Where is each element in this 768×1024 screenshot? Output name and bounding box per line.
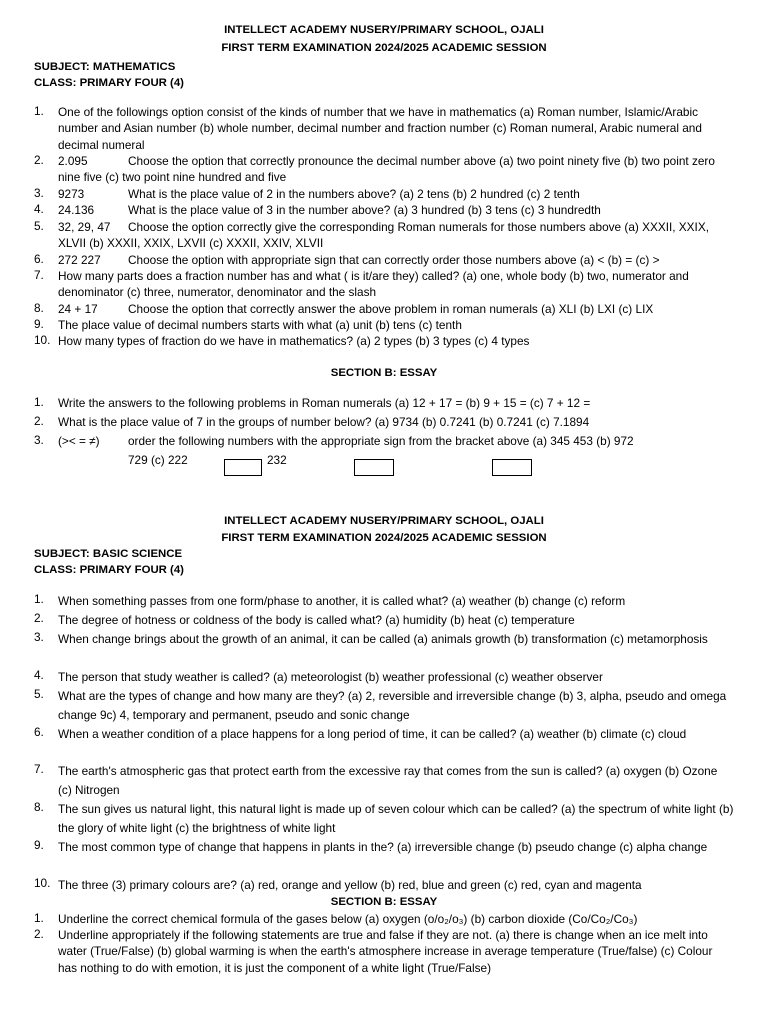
question-number: 4. xyxy=(34,202,44,216)
subject-label: SUBJECT: BASIC SCIENCE xyxy=(34,548,183,560)
question-number: 3. xyxy=(34,186,44,200)
question-text: What is the place value of 3 in the number above? (a) 3 hundred (b) 3 tens (c) 3 hundredth xyxy=(128,203,601,217)
question-text: The earth's atmospheric gas that protect earth from the excessive ray that comes from the sun is called? (a) oxygen (b) Ozone (c) Nitrogen xyxy=(58,764,718,797)
answer-box-b[interactable] xyxy=(354,459,394,476)
subject-label: SUBJECT: MATHEMATICS xyxy=(34,61,176,73)
question-number: 2. xyxy=(34,927,44,941)
question-text: Underline the correct chemical formula of the gases below (a) oxygen (o/o₂/o₃) (b) carbon dioxide (Co/Co₂/Co₃) xyxy=(58,912,638,926)
question-text: How many parts does a fraction number has and what ( is it/are they) called? (a) one, whole body (b) two, numerator and denominator (c) three, numerator, denominator and the slash xyxy=(58,269,689,300)
question-number: 8. xyxy=(34,301,44,315)
question-text: What are the types of change and how many are they? (a) 2, reversible and irreversible change (b) 3, alpha, pseudo and omega change 9c) 4, temporary and permanent, pseudo and sonic change xyxy=(58,689,727,722)
question-code: 32, 29, 47 xyxy=(58,220,111,234)
question-text: The degree of hotness or coldness of the body is called what? (a) humidity (b) heat (c) temperature xyxy=(58,613,575,627)
exam-title: FIRST TERM EXAMINATION 2024/2025 ACADEMIC SESSION xyxy=(221,532,547,544)
section-b-heading: SECTION B: ESSAY xyxy=(330,367,438,379)
question-number: 3. xyxy=(34,433,44,447)
school-name: INTELLECT ACADEMY NUSERY/PRIMARY SCHOOL, OJALI xyxy=(224,24,544,36)
exam-title: FIRST TERM EXAMINATION 2024/2025 ACADEMIC SESSION xyxy=(221,42,547,54)
question-number: 3. xyxy=(34,630,44,644)
question-text: 729 (c) 222 xyxy=(128,453,188,467)
answer-box-a[interactable] xyxy=(224,459,262,476)
question-number: 1. xyxy=(34,104,44,118)
question-text: Choose the option that correctly pronounce the decimal number above (a) two point ninety five (b) two point zero nine five (c) two point nine hundred and five xyxy=(58,154,715,185)
school-name: INTELLECT ACADEMY NUSERY/PRIMARY SCHOOL, OJALI xyxy=(224,515,544,527)
math-essay-3-value xyxy=(267,453,327,467)
question-text: The three (3) primary colours are? (a) red, orange and yellow (b) red, blue and green (c) red, cyan and magenta xyxy=(58,878,642,892)
question-text: One of the followings option consist of the kinds of number that we have in mathematics (a) Roman number, Islamic/Arabic number and Asian number (b) whole number, decimal number and fraction number (c) Roman numeral, Arabic numeral and decimal numeral xyxy=(58,105,702,152)
question-number: 4. xyxy=(34,668,44,682)
question-number: 2. xyxy=(34,611,44,625)
question-text: Choose the option correctly give the corresponding Roman numerals for those numbers above (a) XXXII, XXIX, XLVII (b) XXXII, XXIX, LXVII (c) XXXII, XXIV, XLVII xyxy=(58,220,709,251)
question-code: 272 227 xyxy=(58,253,101,267)
question-number: 2. xyxy=(34,153,44,167)
section-b-heading: SECTION B: ESSAY xyxy=(330,896,438,908)
question-number: 5. xyxy=(34,687,44,701)
question-text: When change brings about the growth of an animal, it can be called (a) animals growth (b) transformation (c) metamorphosis xyxy=(58,632,708,646)
question-number: 7. xyxy=(34,762,44,776)
question-number: 8. xyxy=(34,800,44,814)
answer-box-c[interactable] xyxy=(492,459,532,476)
question-number: 6. xyxy=(34,252,44,266)
question-text: 232 xyxy=(267,453,287,467)
question-text: When a weather condition of a place happens for a long period of time, it can be called? (a) weather (b) climate (c) cloud xyxy=(58,727,687,741)
question-number: 1. xyxy=(34,911,44,925)
question-text: When something passes from one form/phase to another, it is called what? (a) weather (b) change (c) reform xyxy=(58,594,626,608)
question-text: What is the place value of 2 in the numbers above? (a) 2 tens (b) 2 hundred (c) 2 tenth xyxy=(128,187,580,201)
question-number: 5. xyxy=(34,219,44,233)
question-number: 9. xyxy=(34,317,44,331)
question-text: order the following numbers with the appropriate sign from the bracket above (a) 345 453 (b) 972 xyxy=(128,434,634,448)
question-text: Write the answers to the following problems in Roman numerals (a) 12 + 17 = (b) 9 + 15 = (c) 7 + 12 = xyxy=(58,396,591,410)
question-number: 10. xyxy=(34,333,51,347)
class-label: CLASS: PRIMARY FOUR (4) xyxy=(34,77,184,89)
question-number: 10. xyxy=(34,876,51,890)
question-number: 7. xyxy=(34,268,44,282)
question-text: Choose the option with appropriate sign that can correctly order those numbers above (a) < (b) = (c) > xyxy=(128,253,660,267)
question-text: The most common type of change that happens in plants in the? (a) irreversible change (b) pseudo change (c) alpha change xyxy=(58,840,708,854)
question-text: Underline appropriately if the following statements are true and false if they are not. (a) there is change when an ice melt into water (True/False) (b) global warming is when the earth's atmosphere increase in average temperature (True/false) (c) Colour has nothing to do with emotion, it is just the component of a white light (True/False) xyxy=(58,928,713,975)
question-number: 9. xyxy=(34,838,44,852)
question-text: The place value of decimal numbers starts with what (a) unit (b) tens (c) tenth xyxy=(58,318,462,332)
question-code: 24 + 17 xyxy=(58,302,98,316)
question-text: How many types of fraction do we have in mathematics? (a) 2 types (b) 3 types (c) 4 types xyxy=(58,334,530,348)
question-number: 1. xyxy=(34,592,44,606)
question-text: The person that study weather is called? (a) meteorologist (b) weather professional (c) weather observer xyxy=(58,670,603,684)
class-label: CLASS: PRIMARY FOUR (4) xyxy=(34,564,184,576)
question-code: 9273 xyxy=(58,187,85,201)
question-number: 6. xyxy=(34,725,44,739)
question-text: The sun gives us natural light, this natural light is made up of seven colour which can be called? (a) the spectrum of white light (b) the glory of white light (c) the brightness of white light xyxy=(58,802,734,835)
question-number: 2. xyxy=(34,414,44,428)
question-text: Choose the option that correctly answer the above problem in roman numerals (a) XLI (b) LXI (c) LIX xyxy=(128,302,654,316)
question-number: 1. xyxy=(34,395,44,409)
question-code: 24.136 xyxy=(58,203,95,217)
question-text: What is the place value of 7 in the groups of number below? (a) 9734 (b) 0.7241 (b) 0.7241 (c) 7.1894 xyxy=(58,415,590,429)
question-code: 2.095 xyxy=(58,154,88,168)
question-code: (>< = ≠) xyxy=(58,434,100,448)
